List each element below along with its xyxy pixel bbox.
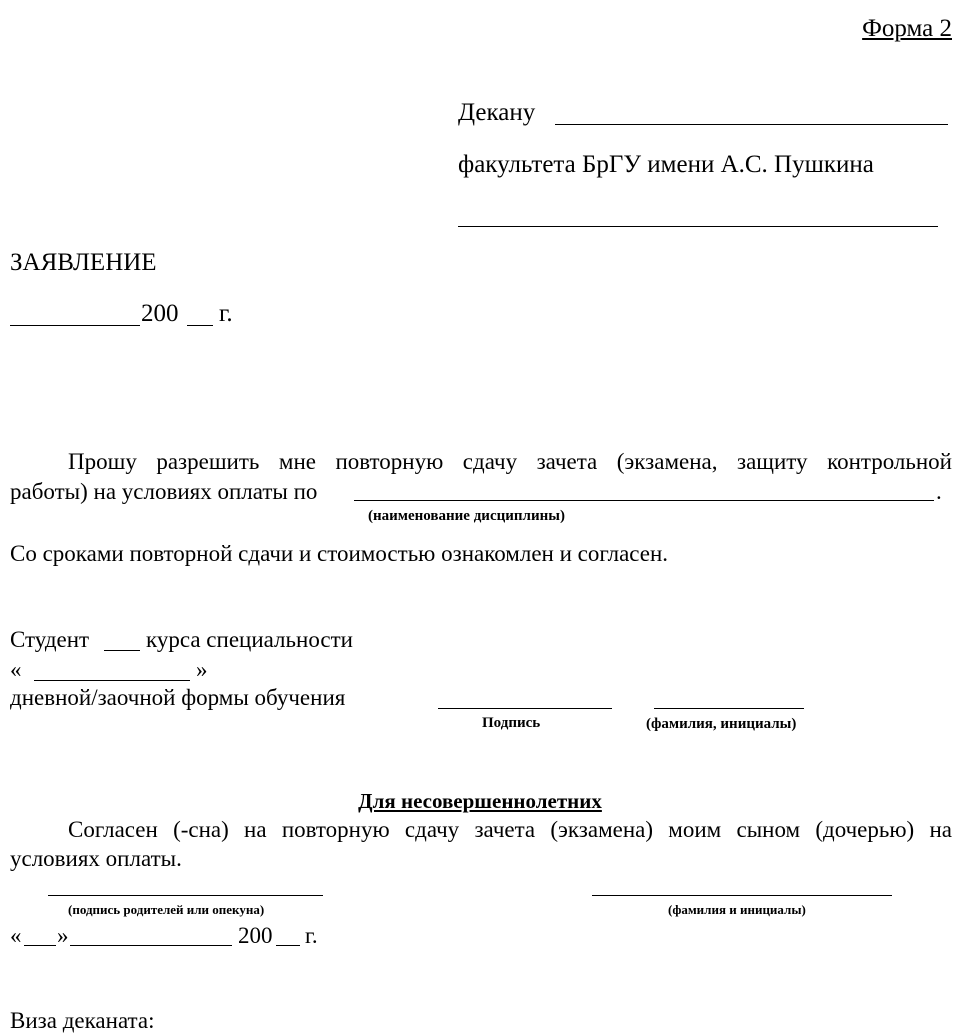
student-name-caption: (фамилия, инициалы): [646, 716, 797, 732]
dean-visa-label: Виза деканата:: [10, 1008, 155, 1033]
date-year-prefix: 200: [141, 300, 179, 327]
date-year-suffix: г.: [219, 300, 233, 327]
document-title: ЗАЯВЛЕНИЕ: [10, 249, 157, 276]
discipline-caption: (наименование дисциплины): [368, 508, 565, 524]
student-signature-field[interactable]: [438, 708, 612, 709]
parent-name-caption: (фамилия и инициалы): [668, 902, 806, 917]
parent-signature-caption: (подпись родителей или опекуна): [68, 902, 265, 917]
request-line-2-end: .: [936, 479, 942, 504]
minors-date-quote-close: »: [57, 923, 69, 948]
request-line-1: Прошу разрешить мне повторную сдачу зачета (экзамена, защиту контрольной: [68, 449, 952, 474]
specialty-field[interactable]: [34, 680, 190, 681]
specialty-label: курса специальности: [146, 627, 353, 652]
dean-name-field[interactable]: [555, 124, 948, 125]
minors-day-field[interactable]: [24, 945, 56, 946]
minors-year-suffix: г.: [305, 923, 318, 948]
dean-label: Декану: [458, 99, 536, 126]
agreement-text: Со сроками повторной сдачи и стоимостью ознакомлен и согласен.: [10, 541, 669, 566]
discipline-field[interactable]: [354, 500, 934, 501]
minors-year-prefix: 200: [238, 923, 273, 948]
study-form-label: дневной/заочной формы обучения: [10, 685, 346, 710]
minors-heading: Для несовершеннолетних: [358, 789, 602, 813]
addressee-extra-field[interactable]: [458, 226, 938, 227]
form-label: Форма 2: [862, 15, 952, 42]
specialty-quote-open: «: [10, 657, 22, 682]
signature-caption: Подпись: [482, 715, 541, 731]
parent-signature-field[interactable]: [48, 895, 323, 896]
faculty-label: факультета БрГУ имени А.С. Пушкина: [458, 151, 874, 178]
minors-date-quote-open: «: [10, 923, 22, 948]
minors-year-digits-field[interactable]: [276, 945, 300, 946]
year-digits-field[interactable]: [187, 325, 213, 326]
student-name-field[interactable]: [654, 708, 804, 709]
parent-name-field[interactable]: [592, 895, 892, 896]
minors-month-field[interactable]: [70, 945, 232, 946]
course-field[interactable]: [104, 650, 140, 651]
minors-line-1: Согласен (-сна) на повторную сдачу зачета (экзамена) моим сыном (дочерью) на: [68, 817, 952, 842]
request-line-2: работы) на условиях оплаты по: [10, 479, 318, 504]
minors-heading-wrap: [0, 788, 962, 814]
student-label: Студент: [10, 627, 90, 652]
date-field[interactable]: [10, 325, 140, 326]
specialty-quote-close: »: [196, 657, 208, 682]
minors-line-2: условиях оплаты.: [10, 846, 182, 871]
